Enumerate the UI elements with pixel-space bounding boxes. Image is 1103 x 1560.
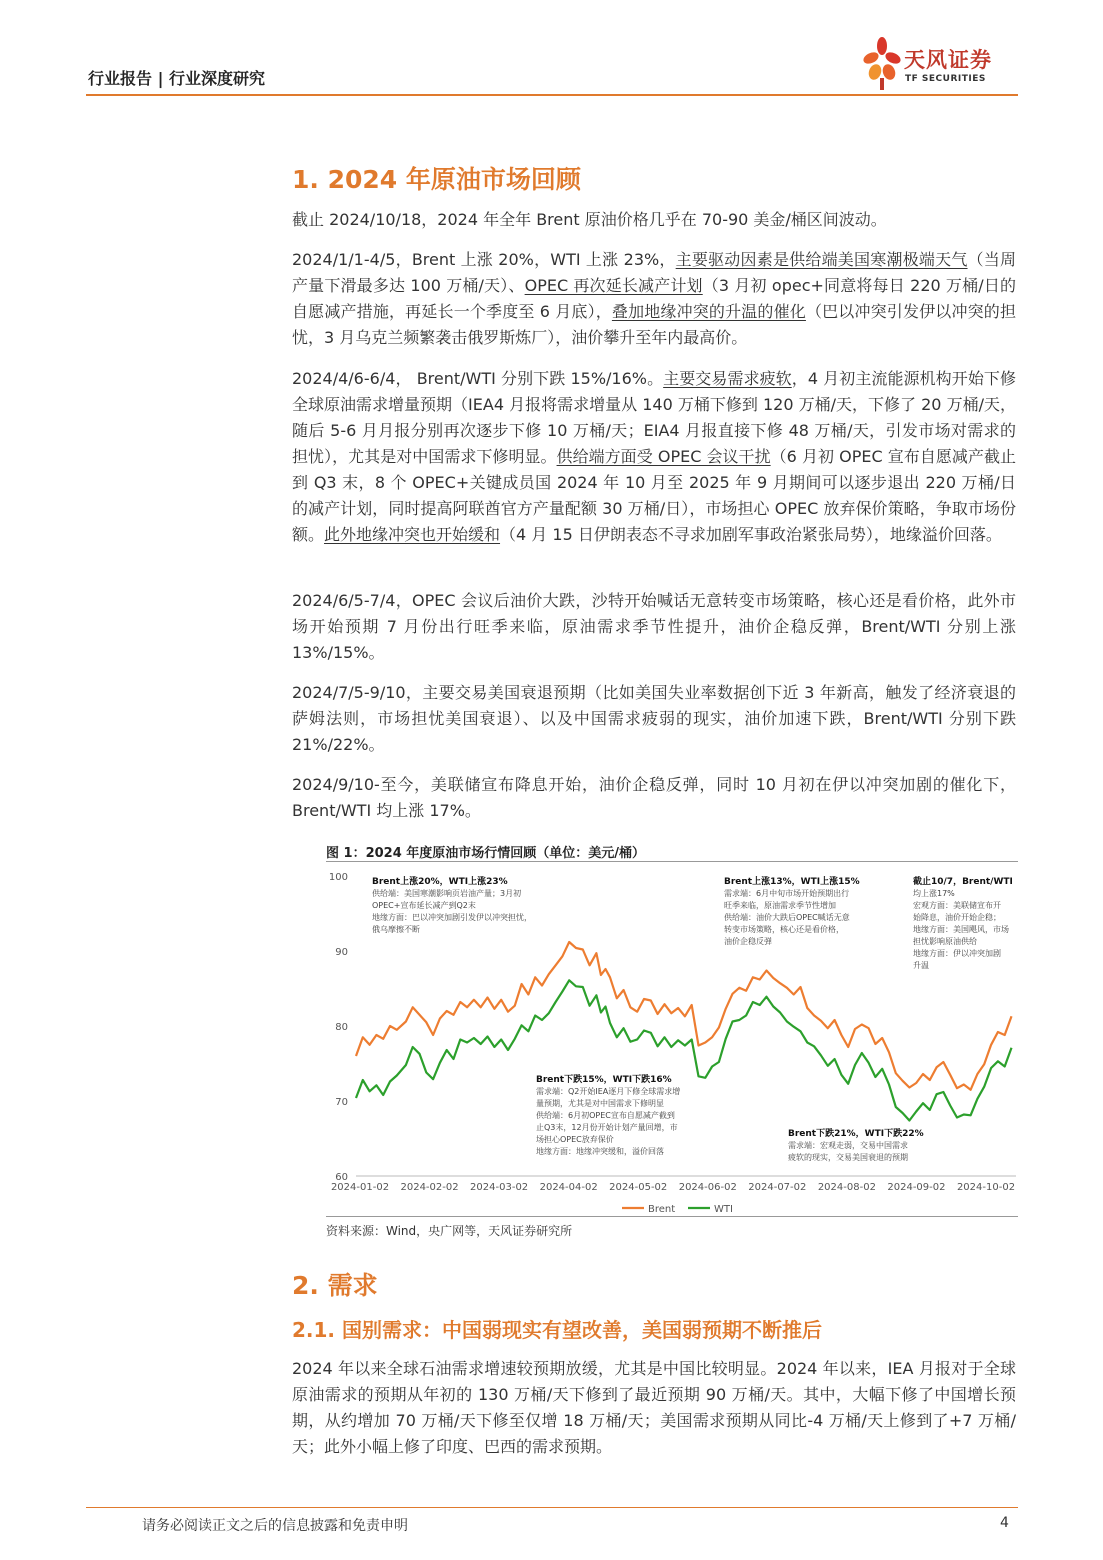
series-line-wti: [356, 980, 1012, 1120]
chart-annotation-line: 需求端：6月中旬市场开始预期出行: [724, 889, 850, 898]
chart-annotation-line: Brent上涨13%，WTI上涨15%: [724, 877, 860, 887]
oil-price-chart: [326, 864, 1018, 1216]
chart-annotation-line: 疲软的现实，交易美国衰退的预期: [788, 1153, 908, 1162]
section2-paragraph-1: 2024 年以来全球石油需求增速较预期放缓，尤其是中国比较明显。2024 年以来，IEA 月报对于全球原油需求的预期从年初的 130 万桶/天下修到了最近预期 90 万桶/天。其中，大幅下修了中国增长预期，从约增加 70 万桶/天下修至仅增 18 万桶/天；美国需求预期从同比-4 万桶/天上修到了+7 万桶/天；此外小幅上修了印度、巴西的需求预期。: [292, 1359, 1016, 1456]
x-tick-label: 2024-04-02: [539, 1182, 598, 1193]
chart-annotation-line: Brent下跌21%，WTI下跌22%: [788, 1129, 924, 1139]
chart-annotation-line: 油价企稳反弹: [724, 937, 772, 946]
footer-disclaimer: 请务必阅读正文之后的信息披露和免责申明: [142, 1518, 408, 1534]
y-tick-label: 70: [335, 1097, 348, 1108]
tf-securities-logo: [862, 36, 1022, 94]
underlined-phrase: 主要驱动因素是供给端美国寒潮极端天气: [675, 250, 968, 269]
x-tick-label: 2024-10-02: [956, 1182, 1016, 1193]
underlined-phrase: 供给端方面受 OPEC 会议干扰: [556, 447, 771, 466]
underlined-phrase: 叠加地缘冲突的升温的催化: [611, 302, 806, 321]
section2-heading: 2. 需求: [292, 1271, 378, 1300]
chart-annotation-line: 地缘方面：巴以冲突加剧引发伊以冲突担忧，: [372, 913, 532, 922]
section1-paragraph-2: 2024/1/1-4/5，Brent 上涨 20%，WTI 上涨 23%，主要驱动因素是供给端美国寒潮极端天气（当周产量下滑最多达 100 万桶/天）、OPEC 再次延长减产计划（3 月初 opec+同意将每日 220 万桶/日的自愿减产措施，再延长一个季度至 6 月底），叠加地缘冲突的升温的催化（巴以冲突引发伊以冲突的担忧，3 月乌克兰频繁袭击俄罗斯炼厂），油价攀升至年内最高价。: [292, 250, 1016, 347]
section1-paragraph-6: 2024/9/10-至今，美联储宣布降息开始，油价企稳反弹，同时 10 月初在伊以冲突加剧的催化下，Brent/WTI 均上涨 17%。: [292, 775, 1016, 820]
x-tick-label: 2024-03-02: [470, 1182, 529, 1193]
x-tick-label: 2024-01-02: [330, 1182, 390, 1193]
chart-annotation-line: 地缘方面：地缘冲突缓和，溢价回落: [536, 1147, 664, 1156]
chart-annotation-line: 供给端：美国寒潮影响页岩油产量；3月初: [372, 889, 522, 898]
y-tick-label: 60: [335, 1172, 348, 1183]
chart-annotation-line: 需求端：宏观走弱，交易中国需求: [788, 1141, 908, 1150]
chart-annotation-line: 供给端：油价大跌后OPEC喊话无意: [724, 913, 850, 922]
chart-annotation-line: Brent下跌15%，WTI下跌16%: [536, 1075, 672, 1085]
chart-annotation-line: 需求端：Q2开始IEA逐月下修全球需求增: [536, 1087, 681, 1096]
chart-annotation-line: 始降息，油价开始企稳；: [913, 913, 1001, 922]
chart-annotation-line: 量预期，尤其是对中国需求下修明显: [536, 1099, 664, 1108]
underlined-phrase: 主要交易需求疲软: [663, 369, 792, 388]
chart-annotation-line: 均上涨17%: [913, 889, 955, 898]
chart-annotation-line: 止Q3末，12月份开始计划产量回增，市: [536, 1123, 678, 1132]
x-tick-label: 2024-02-02: [400, 1182, 459, 1193]
chart-annotation-line: 旺季来临，原油需求季节性增加: [724, 901, 836, 910]
legend-label-wti: WTI: [714, 1204, 733, 1215]
section1-paragraph-4: 2024/6/5-7/4，OPEC 会议后油价大跌，沙特开始喊话无意转变市场策略，核心还是看价格，此外市场开始预期 7 月份出行旺季来临，原油需求季节性提升，油价企稳反弹，Brent/WTI 分别上涨 13%/15%。: [292, 591, 1016, 662]
x-tick-label: 2024-06-02: [678, 1182, 737, 1193]
x-tick-label: 2024-05-02: [609, 1182, 668, 1193]
chart-annotation-line: 升温: [913, 961, 929, 970]
chart-annotation-line: 宏观方面：美联储宣布开: [913, 901, 1001, 910]
y-tick-label: 100: [328, 872, 348, 883]
chart-annotation-line: 供给端：6月初OPEC宣布自愿减产截到: [536, 1111, 675, 1120]
brand-name-en: TF SECURITIES: [905, 74, 986, 84]
section1-paragraph-5: 2024/7/5-9/10，主要交易美国衰退预期（比如美国失业率数据创下近 3 年新高，触发了经济衰退的萨姆法则，市场担忧美国衰退）、以及中国需求疲弱的现实，油价加速下跌，Brent/WTI 分别下跌 21%/22%。: [292, 683, 1016, 754]
section1-paragraph-3: 2024/4/6-6/4， Brent/WTI 分别下跌 15%/16%。主要交易需求疲软，4 月初主流能源机构开始下修全球原油需求增量预期（IEA4 月报将需求增量从 140 万桶下修到 120 万桶/天，下修了 20 万桶/天，随后 5-6 月月报分别再次逐步下修 10 万桶/天；EIA4 月报直接下修 48 万桶/天，引发市场对需求的担忧），尤其是对中国需求下修明显。供给端方面受 OPEC 会议干扰（6 月初 OPEC 宣布自愿减产截止到 Q3 末，8 个 OPEC+关键成员国 2024 年 10 月至 2025 年 9 月期间可以逐步退出 220 万桶/日的减产计划，同时提高阿联酋官方产量配额 30 万桶/日），市场担心 OPEC 放弃保价策略，争取市场份额。此外地缘冲突也开始缓和（4 月 15 日伊朗表态不寻求加剧军事政治紧张局势），地缘溢价回落。: [292, 369, 1016, 544]
underlined-phrase: OPEC 再次延长减产计划: [524, 276, 703, 295]
chart-annotation-line: OPEC+宣布延长减产到Q2末: [372, 901, 476, 910]
y-tick-label: 90: [335, 947, 348, 958]
chart-annotation-line: 地缘方面：美国飓风，市场: [913, 925, 1009, 934]
chart-annotation-line: 地缘方面：伊以冲突加剧: [913, 949, 1001, 958]
brand-name-cn: 天风证券: [904, 48, 992, 72]
report-category: 行业报告 | 行业深度研究: [88, 69, 265, 88]
section1-heading: 1. 2024 年原油市场回顾: [292, 165, 581, 194]
y-tick-label: 80: [335, 1022, 348, 1033]
header-divider: [86, 94, 1018, 96]
figure-bottom-rule: [326, 1216, 1018, 1217]
legend-label-brent: Brent: [648, 1204, 676, 1215]
chart-annotation-line: 转变市场策略，核心还是看价格，: [724, 925, 844, 934]
x-tick-label: 2024-07-02: [748, 1182, 807, 1193]
chart-annotation-line: 俄乌摩擦不断: [372, 925, 420, 934]
footer-divider: [86, 1507, 1018, 1508]
x-tick-label: 2024-09-02: [887, 1182, 946, 1193]
figure-source: 资料来源：Wind，央广网等，天风证券研究所: [326, 1224, 573, 1238]
flower-logo-icon: [862, 36, 902, 92]
chart-annotation-line: 场担心OPEC放弃保价: [536, 1135, 614, 1144]
underlined-phrase: 此外地缘冲突也开始缓和: [324, 525, 501, 544]
figure-top-rule: [326, 861, 1018, 862]
chart-annotation-line: 截止10/7，Brent/WTI: [913, 877, 1013, 887]
chart-annotation-line: 担忧影响原油供给: [913, 937, 977, 946]
section1-paragraph-1: 截止 2024/10/18，2024 年全年 Brent 原油价格几乎在 70-90 美金/桶区间波动。: [292, 210, 887, 229]
figure-title: 图 1：2024 年度原油市场行情回顾（单位：美元/桶）: [326, 846, 646, 861]
page-number: 4: [1000, 1515, 1009, 1531]
chart-annotation-line: Brent上涨20%，WTI上涨23%: [372, 877, 508, 887]
section2-1-heading: 2.1. 国别需求：中国弱现实有望改善，美国弱预期不断推后: [292, 1318, 822, 1342]
x-tick-label: 2024-08-02: [817, 1182, 876, 1193]
